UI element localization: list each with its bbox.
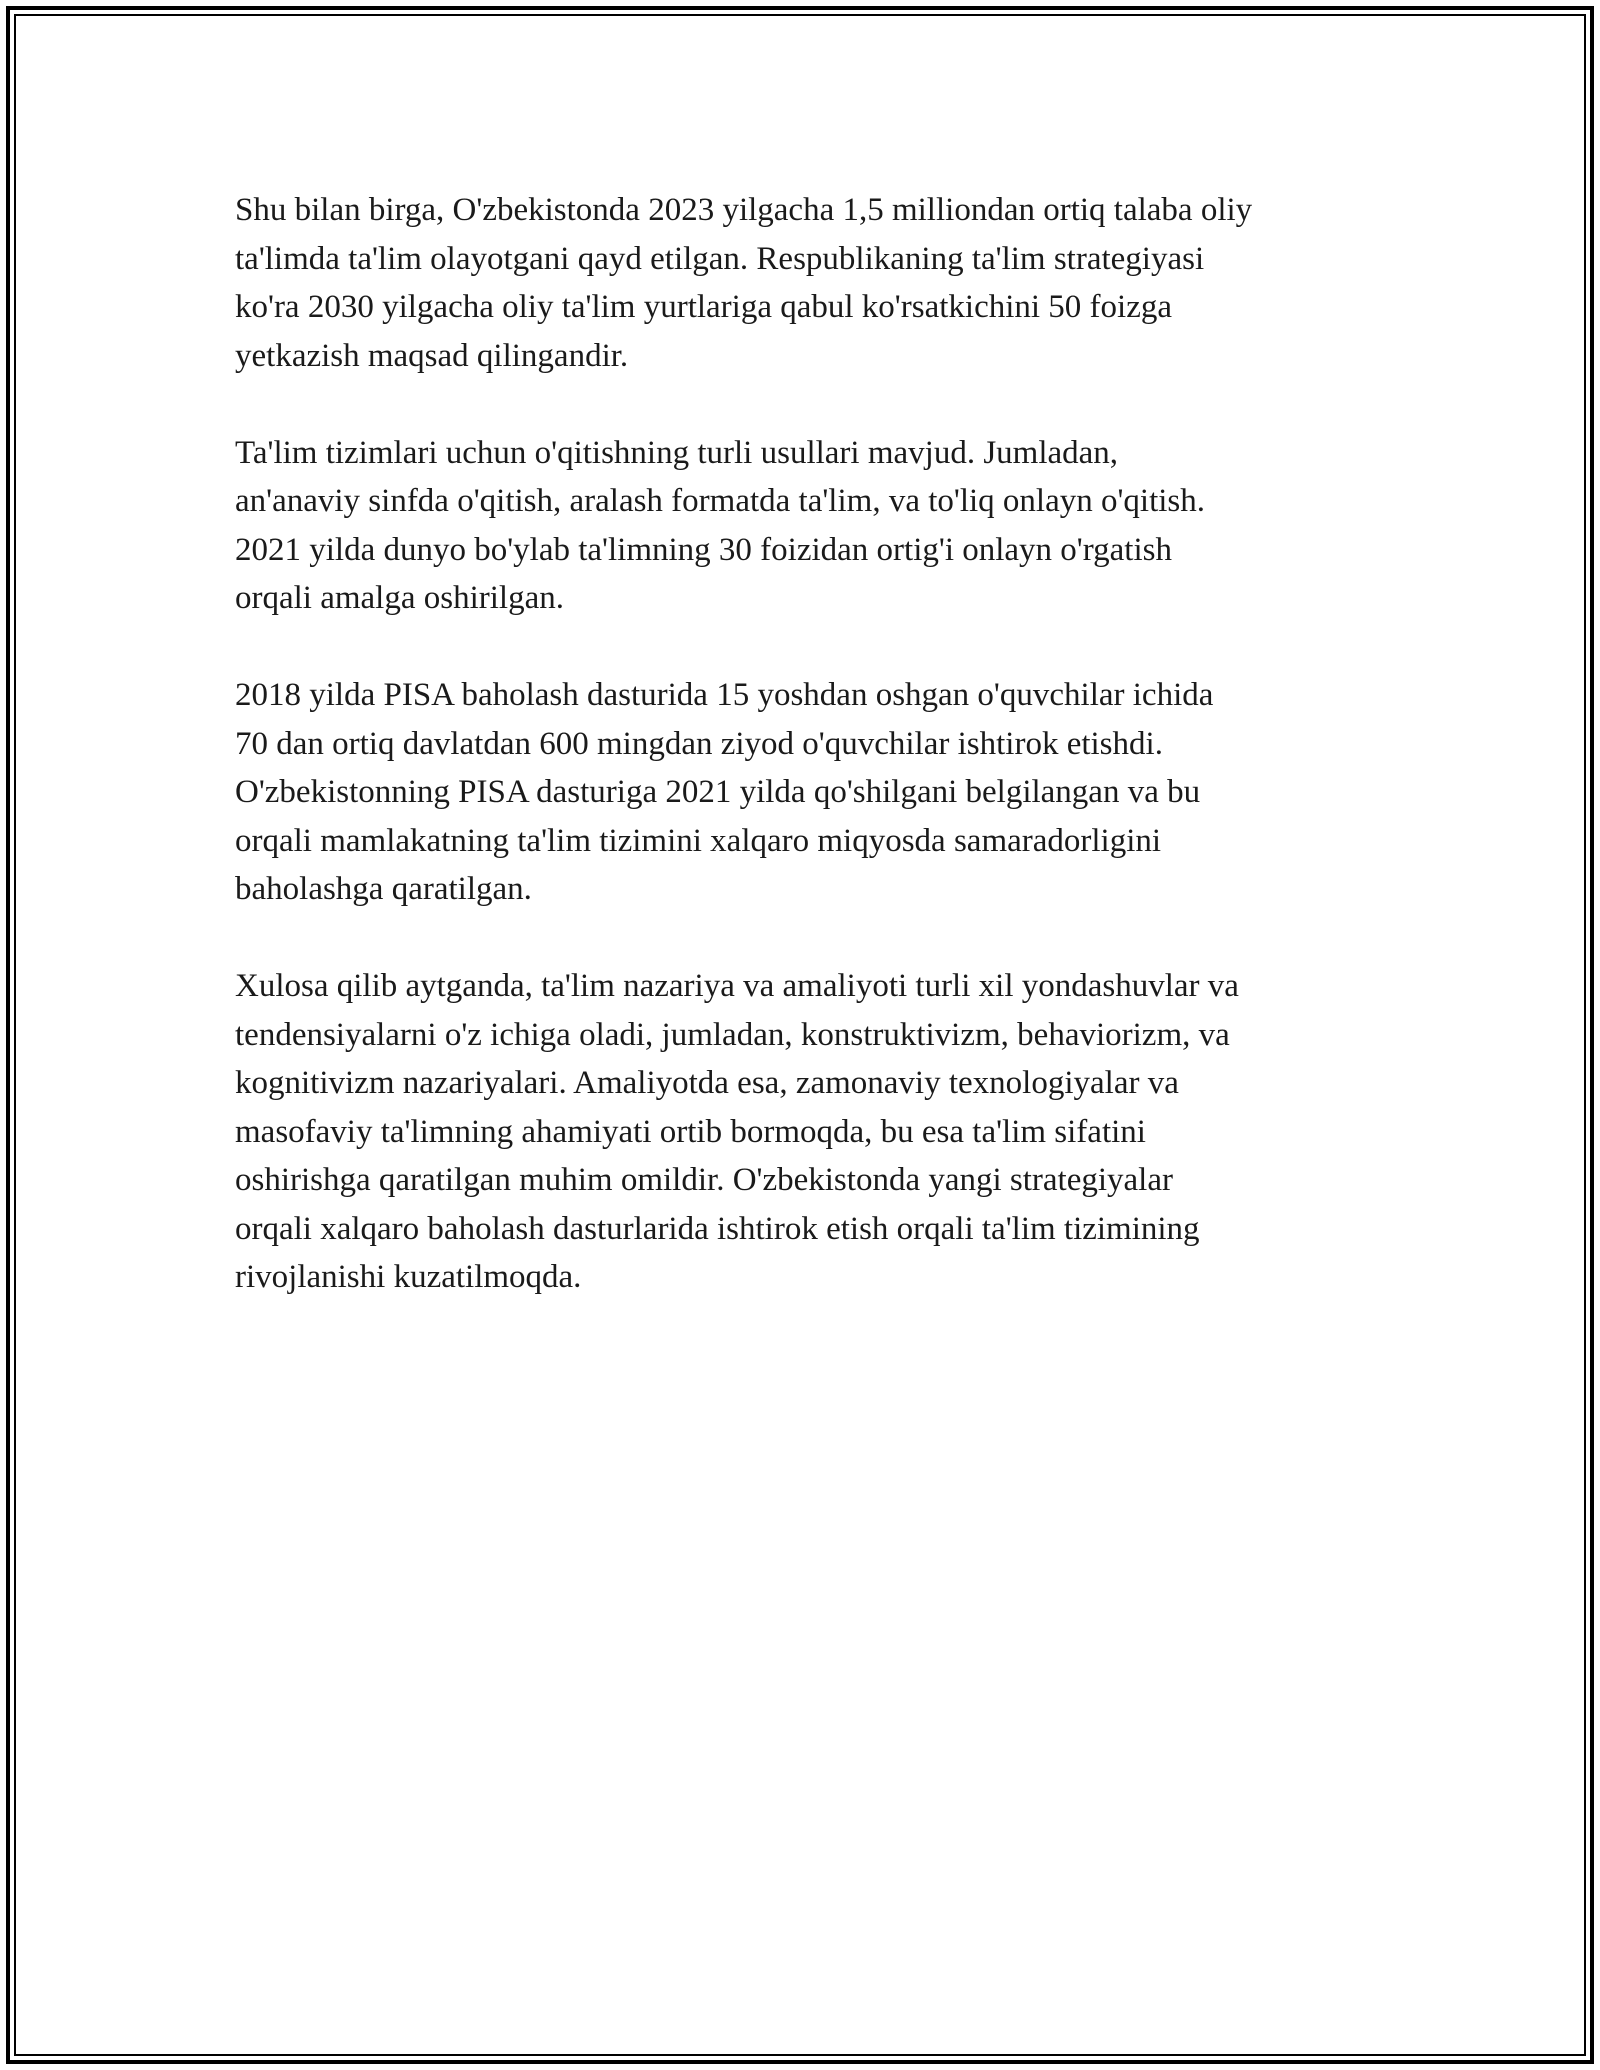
document-body [235, 186, 1385, 1302]
paragraph-teaching-methods: Ta'lim tizimlari uchun o'qitishning turli usullari mavjud. Jumladan, an'anaviy sinfda o'qitish, aralash formatda ta'lim, va to'liq onlayn o'qitish. 2021 yilda dunyo bo'ylab ta'limning 30 foizidan ortig'i onlayn o'rgatish orqali amalga oshirilgan. [235, 434, 1206, 616]
paragraph-students-statistics: Shu bilan birga, O'zbekistonda 2023 yilgacha 1,5 milliondan ortiq talaba oliy ta'limda ta'lim olayotgani qayd etilgan. Respublikaning ta'lim strategiyasi ko'ra 2030 yilgacha oliy ta'lim yurtlariga qabul ko'rsatkichini 50 foizga yetkazish maqsad qilingandir. [235, 192, 1253, 374]
paragraph-conclusion: Xulosa qilib aytganda, ta'lim nazariya va amaliyoti turli xil yondashuvlar va tendensiyalarni o'z ichiga oladi, jumladan, konstruktivizm, behaviorizm, va kognitivizm nazariyalari. Amaliyotda esa, zamonaviy texnologiyalar va masofaviy ta'limning ahamiyati ortib bormoqda, bu esa ta'lim sifatini oshirishga qaratilgan muhim omildir. O'zbekistonda yangi strategiyalar orqali xalqaro baholash dasturlarida ishtirok etish orqali ta'lim tizimining rivojlanishi kuzatilmoqda. [235, 968, 1239, 1295]
paragraph-pisa-assessment: 2018 yilda PISA baholash dasturida 15 yoshdan oshgan o'quvchilar ichida 70 dan ortiq davlatdan 600 mingdan ziyod o'quvchilar ishtirok etishdi. O'zbekistonning PISA dasturiga 2021 yilda qo'shilgani belgilangan va bu orqali mamlakatning ta'lim tizimini xalqaro miqyosda samaradorligini baholashga qaratilgan. [235, 677, 1214, 907]
